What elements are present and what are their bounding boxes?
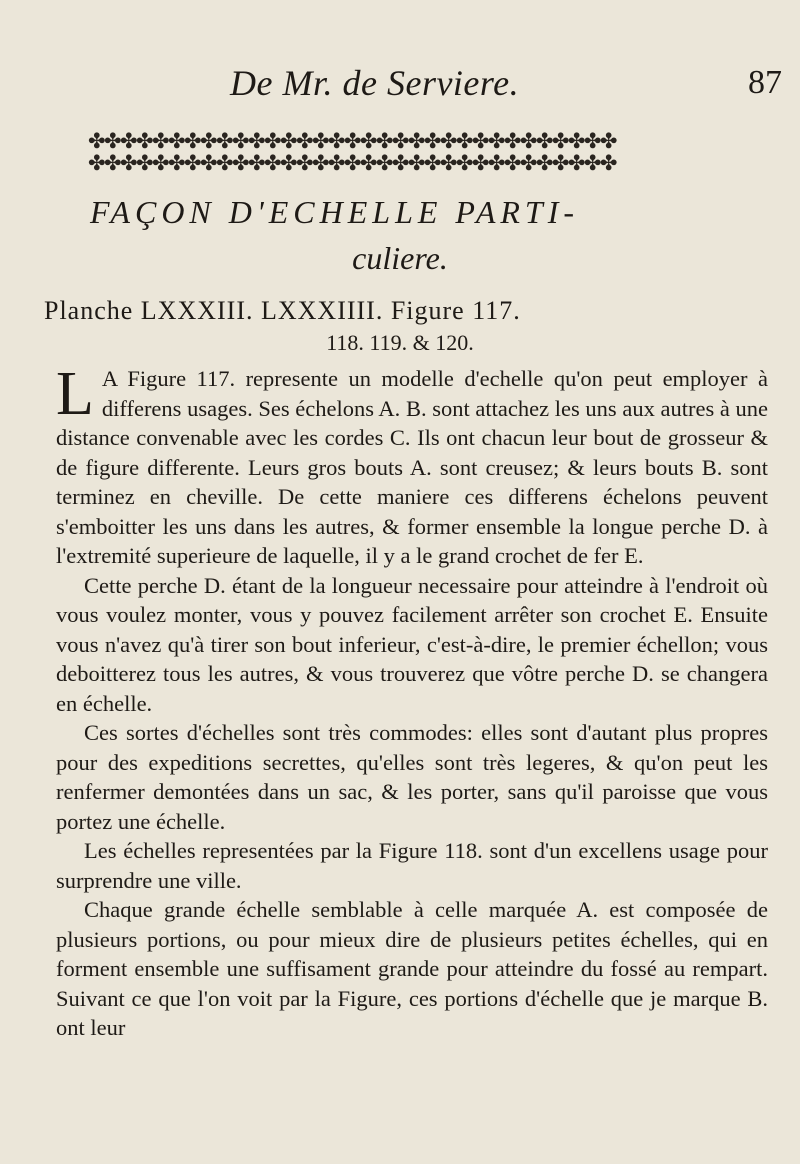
running-head: De Mr. de Serviere. (230, 63, 520, 103)
body-text (56, 360, 768, 1043)
chapter-title-continued: culiere. (352, 240, 448, 276)
plate-reference-continued: 118. 119. & 120. (326, 330, 474, 355)
drop-cap: L (56, 360, 94, 428)
paragraph-3: Ces sortes d'échelles sont très commodes: elles sont d'autant plus propres pour des expeditions secrettes, qu'elles sont très legeres, & qu'on peut les renfermer demontées dans un sac, & les porter, sans qu'il paroisse que vous portez une échelle. (56, 720, 768, 834)
page-number: 87 (748, 64, 782, 101)
paragraph-5: Chaque grande échelle semblable à celle marquée A. est composée de plusieurs portions, ou pour mieux dire de plusieurs petites échelles, qui en forment ensemble une suffisament grande pour atteindre du fossé au rempart. Suivant ce que l'on voit par la Figure, ces portions d'échelle que je marque B. ont leur (56, 897, 768, 1040)
paragraph-2: Cette perche D. étant de la longueur necessaire pour atteindre à l'endroit où vous voulez monter, vous y pouvez facilement arrêter son crochet E. Ensuite vous n'avez qu'à tirer son bout inferieur, c'est-à-dire, le premier échellon; vous deboitterez tous les autres, & vous trouverez que vôtre perche D. se changera en échelle. (56, 572, 768, 716)
chapter-title: FAÇON D'ECHELLE PARTI- (90, 194, 580, 230)
paragraph-1 (56, 360, 768, 571)
ornament-border-bottom: ✤✤✤✤✤✤✤✤✤✤✤✤✤✤✤✤✤✤✤✤✤✤✤✤✤✤✤✤✤✤✤✤✤ (88, 152, 616, 174)
ornament-border-top: ✤✤✤✤✤✤✤✤✤✤✤✤✤✤✤✤✤✤✤✤✤✤✤✤✤✤✤✤✤✤✤✤✤ (88, 130, 616, 152)
paragraph-4: Les échelles representées par la Figure 118. sont d'un excellens usage pour surprendre une ville. (56, 838, 768, 893)
plate-reference: Planche LXXXIII. LXXXIIII. Figure 117. (44, 296, 521, 325)
paragraph-1-text: A Figure 117. represente un modelle d'echelle qu'on peut employer à differens usages. Ses échelons A. B. sont attachez les uns aux autres à une distance convenable avec les cordes C. Ils ont chacun leur bout de grosseur & de figure differente. Leurs gros bouts A. sont creusez; & leurs bouts B. sont terminez en cheville. De cette maniere ces differens échelons peuvent s'emboitter les uns dans les autres, & former ensemble la longue perche D. à l'extremité superieure de laquelle, il y a le grand crochet de fer E. (56, 366, 768, 568)
